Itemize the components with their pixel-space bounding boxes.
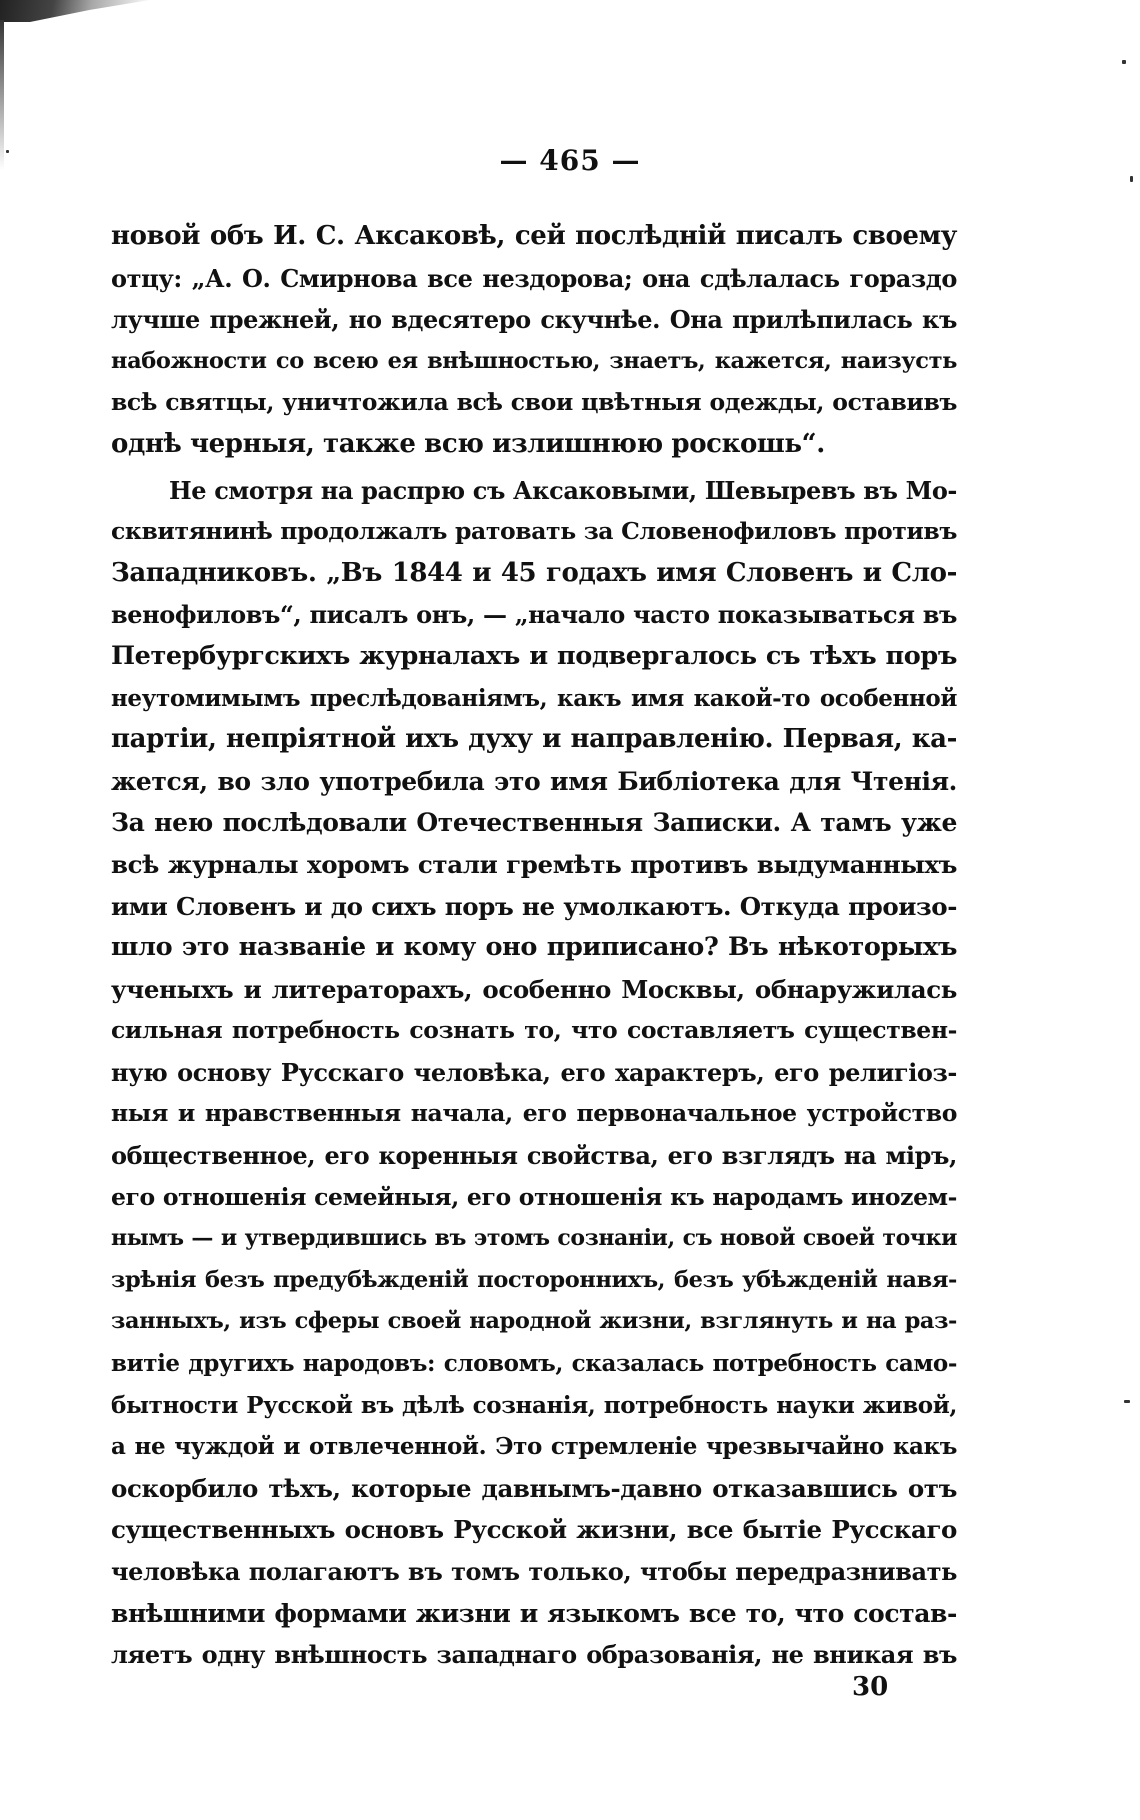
text-line: набожности со всею ея внѣшностью, знаетъ, кажется, наизусть (111, 347, 957, 374)
text-line: бытности Русской въ дѣлѣ сознанiя, потребность науки живой, (111, 1391, 957, 1419)
page-number: — 465 — (499, 144, 641, 177)
text-line: оскорбило тѣхъ, которые давнымъ-давно отказавшись отъ (111, 1473, 957, 1503)
text-line: сквитянинѣ продолжалъ ратовать за Словенофиловъ противъ (111, 517, 957, 546)
text-line: лучше прежней, но вдесятеро скучнѣе. Она прилѣпилась къ (111, 305, 957, 335)
text-line: За нею послѣдовали Отечественныя Записки. А тамъ уже (111, 808, 957, 838)
signature-mark: 30 (852, 1672, 889, 1702)
text-line: занныхъ, изъ сферы своей народной жизни, взглянуть и на раз- (111, 1308, 957, 1335)
text-line: Петербургскихъ журналахъ и подвергалось съ тѣхъ поръ (111, 640, 957, 671)
text-line: всѣ святцы, уничтожила всѣ свои цвѣтныя одежды, оставивъ (111, 388, 957, 417)
text-line: ляетъ одну внѣшность западнаго образованiя, не вникая въ (111, 1640, 957, 1670)
scan-speck (1124, 1400, 1130, 1403)
text-line: человѣка полагаютъ въ томъ только, чтобы передразнивать (111, 1557, 957, 1586)
text-line: его отношенiя семейныя, его отношенiя къ народамъ иноzем- (111, 1182, 957, 1211)
text-line: а не чуждой и отвлеченной. Это стремленiе чрезвычайно какъ (111, 1433, 957, 1461)
text-line: внѣшними формами жизни и языкомъ все то, что состав- (111, 1598, 957, 1628)
text-line: новой объ И. С. Аксаковѣ, сей послѣднiй писалъ своему (111, 221, 957, 251)
scan-speck (1122, 60, 1126, 64)
text-line: отцу: „А. О. Смирнова все нездорова; она сдѣлалась гораздо (111, 263, 957, 293)
text-line: Западниковъ. „Въ 1844 и 45 годахъ имя Словенъ и Сло- (111, 557, 957, 588)
text-line: витiе другихъ народовъ: словомъ, сказалась потребность само- (111, 1350, 957, 1378)
body-text (111, 216, 957, 1676)
text-line: нымъ — и утвердившись въ этомъ сознанiи, съ новой своей точки (111, 1225, 957, 1252)
text-line: жется, во зло употребила это имя Библiотека для Чтенiя. (111, 766, 957, 796)
text-line: ученыхъ и литераторахъ, особенно Москвы, обнаружилась (111, 974, 957, 1004)
text-line: общественное, его коренныя свойства, его взглядъ на мiръ, (111, 1141, 957, 1171)
text-line: Не смотря на распрю съ Аксаковыми, Шевыревъ въ Мо- (169, 475, 957, 505)
text-line: шло это названiе и кому оно приписано? Въ нѣкоторыхъ (111, 932, 957, 963)
scan-edge-artifact (0, 0, 150, 22)
text-line: неутомимымъ преслѣдованiямъ, какъ имя какой-то особенной (111, 684, 957, 712)
text-line: ныя и нравственныя начала, его первоначальное устройство (111, 1099, 957, 1128)
paragraph-1 (111, 216, 957, 466)
text-line: однѣ черныя, также всю излишнюю роскошь“. (111, 428, 825, 459)
text-line: ими Словенъ и до сихъ поръ не умолкаютъ. Откуда произо- (111, 891, 957, 921)
text-line: всѣ журналы хоромъ стали гремѣть противъ выдуманныхъ (111, 849, 957, 879)
text-line: зрѣнiя безъ предубѣжденiй постороннихъ, безъ убѣжденiй навя- (111, 1266, 957, 1293)
text-line: ную основу Русскаго человѣка, его характеръ, его религiоз- (111, 1057, 957, 1087)
text-line: сильная потребность сознать то, что составляетъ существен- (111, 1016, 957, 1045)
text-line: венофиловъ“, писалъ онъ, — „начало часто показываться въ (111, 600, 957, 630)
text-line: существенныхъ основъ Русской жизни, все бытiе Русскаго (111, 1515, 957, 1545)
paragraph-2 (111, 470, 957, 1676)
text-line: партiи, непрiятной ихъ духу и направленiю. Первая, ка- (111, 724, 957, 755)
